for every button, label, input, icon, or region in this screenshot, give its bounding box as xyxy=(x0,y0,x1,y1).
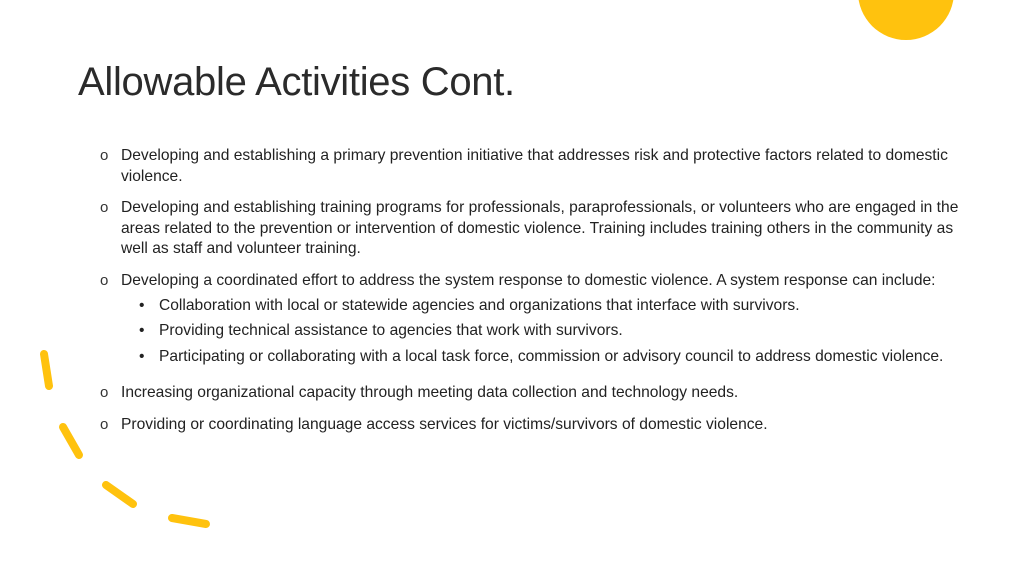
circle-bullet-icon: o xyxy=(100,147,109,164)
list-item xyxy=(100,415,980,436)
list-item-text: Developing and establishing a primary prevention initiative that addresses risk and protective factors related to domestic violence. xyxy=(121,147,948,185)
sub-list-item-text: Providing technical assistance to agencies that work with survivors. xyxy=(159,322,623,340)
list-item-text: Increasing organizational capacity through meeting data collection and technology needs. xyxy=(121,384,739,402)
sub-list-item-text: Collaboration with local or statewide agencies and organizations that interface with survivors. xyxy=(159,296,800,314)
sub-list-item xyxy=(121,347,980,368)
circle-bullet-icon: o xyxy=(100,199,109,217)
sub-list-item xyxy=(121,296,980,317)
dot-bullet-icon: • xyxy=(139,296,145,314)
circle-bullet-icon: o xyxy=(100,271,109,289)
list-item xyxy=(100,146,980,187)
bullet-list xyxy=(100,146,980,447)
sub-list-item xyxy=(121,321,980,342)
circle-bullet-icon: o xyxy=(100,384,109,402)
slide-title: Allowable Activities Cont. xyxy=(78,60,515,104)
sub-list-item-text: Participating or collaborating with a local task force, commission or advisory council to address domestic violence. xyxy=(159,347,944,365)
yellow-circle-decoration xyxy=(858,0,954,40)
list-item xyxy=(100,198,980,260)
list-item xyxy=(100,383,980,404)
list-item xyxy=(100,271,980,372)
dot-bullet-icon: • xyxy=(139,322,145,340)
list-item-text: Developing a coordinated effort to address the system response to domestic violence. A system response can include: xyxy=(121,271,936,289)
circle-bullet-icon: o xyxy=(100,415,109,433)
sub-bullet-list xyxy=(121,296,980,368)
dot-bullet-icon: • xyxy=(139,347,145,365)
list-item-text: Providing or coordinating language access services for victims/survivors of domestic violence. xyxy=(121,415,768,433)
list-item-text: Developing and establishing training programs for professionals, paraprofessionals, or volunteers who are engaged in the areas related to the prevention or intervention of domestic violence. Training includes training others in the community as well as staff and volunteer training. xyxy=(121,199,959,258)
